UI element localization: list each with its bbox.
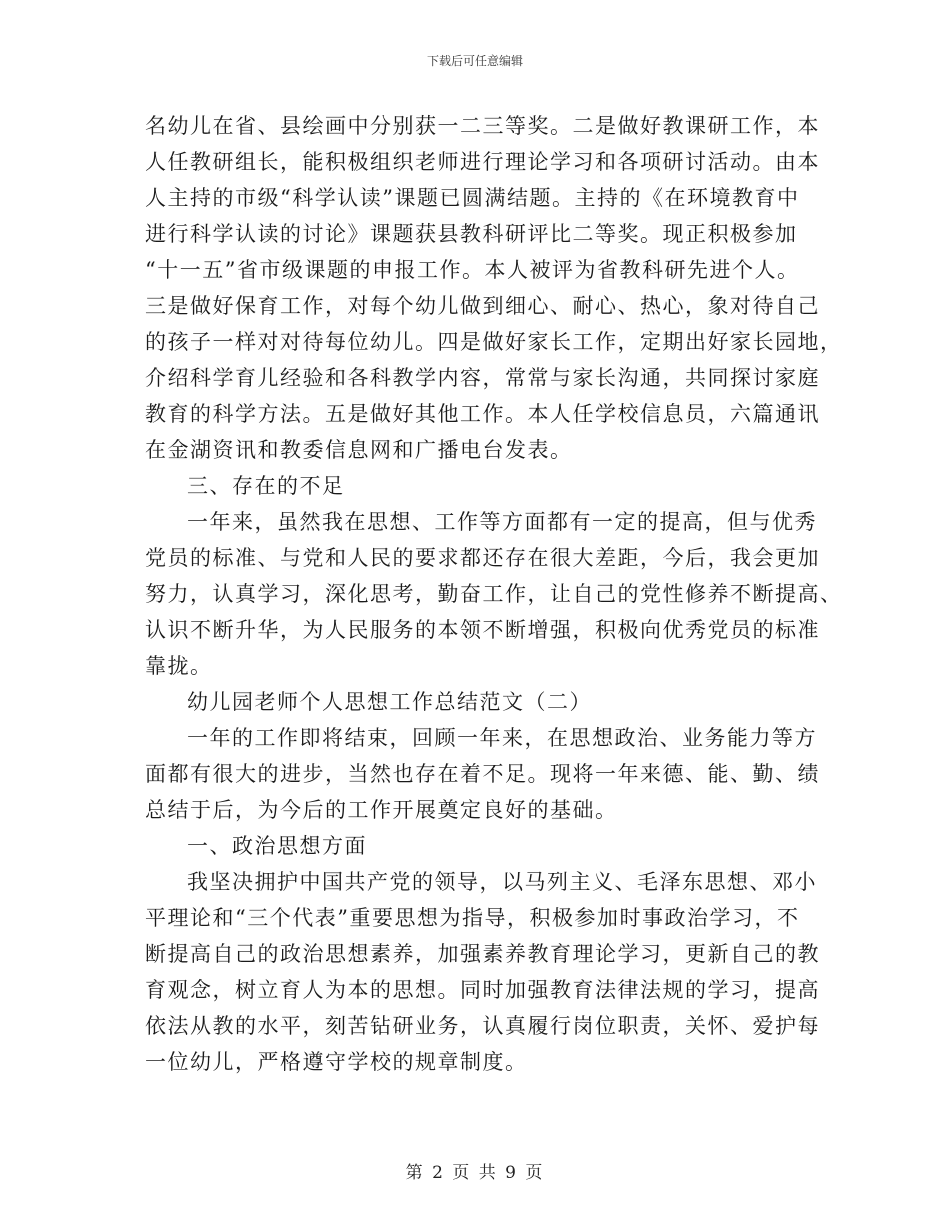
document-body xyxy=(145,108,843,1080)
body-line-13: 党员的标准、与党和人民的要求都还存在很大差距，今后，我会更加 xyxy=(145,546,820,570)
body-line-24: 断提高自己的政治思想素养，加强素养教育理论学习，更新自己的教 xyxy=(145,942,820,966)
body-line-16: 靠拢。 xyxy=(145,654,213,678)
body-line-22: 我坚决拥护中国共产党的领导，以马列主义、毛泽东思想、邓小 xyxy=(187,870,817,894)
body-line-7: 的孩子一样对对待每位幼儿。四是做好家长工作，定期出好家长园地， xyxy=(145,330,843,354)
body-line-14: 努力，认真学习，深化思考，勤奋工作，让自己的党性修养不断提高、 xyxy=(145,582,843,606)
section-heading-political: 一、政治思想方面 xyxy=(187,834,367,858)
body-line-5: “十一五”省市级课题的申报工作。本人被评为省教科研先进个人。 xyxy=(145,258,800,282)
page-header-note: 下载后可任意编辑 xyxy=(426,54,523,68)
body-line-6: 三是做好保育工作，对每个幼儿做到细心、耐心、热心，象对待自己 xyxy=(145,294,820,318)
body-line-23: 平理论和“三个代表”重要思想为指导，积极参加时事政治学习，不 xyxy=(145,906,800,930)
section-heading-shortcomings: 三、存在的不足 xyxy=(187,474,345,498)
body-line-20: 总结于后，为今后的工作开展奠定良好的基础。 xyxy=(145,798,618,822)
body-line-19: 面都有很大的进步，当然也存在着不足。现将一年来德、能、勤、绩 xyxy=(145,762,820,786)
body-line-1: 名幼儿在省、县绘画中分别获一二三等奖。二是做好教课研工作，本 xyxy=(145,114,820,138)
body-line-8: 介绍科学育儿经验和各科教学内容，常常与家长沟通，共同探讨家庭 xyxy=(145,366,820,390)
body-line-10: 在金湖资讯和教委信息网和广播电台发表。 xyxy=(145,438,573,462)
body-line-12: 一年来，虽然我在思想、工作等方面都有一定的提高，但与优秀 xyxy=(187,510,817,534)
article-title-two: 幼儿园老师个人思想工作总结范文（二） xyxy=(187,690,592,714)
body-line-4: 进行科学认读的讨论》课题获县教科研评比二等奖。现正积极参加 xyxy=(145,222,798,246)
body-line-2: 人任教研组长，能积极组织老师进行理论学习和各项研讨活动。由本 xyxy=(145,150,820,174)
body-line-25: 育观念，树立育人为本的思想。同时加强教育法律法规的学习，提高 xyxy=(145,978,820,1002)
body-line-18: 一年的工作即将结束，回顾一年来，在思想政治、业务能力等方 xyxy=(187,726,817,750)
body-line-15: 认识不断升华，为人民服务的本领不断增强，积极向优秀党员的标准 xyxy=(145,618,820,642)
body-line-3: 人主持的市级“科学认读”课题已圆满结题。主持的《在环境教育中 xyxy=(145,186,800,210)
page-number-footer: 第 2 页 共 9 页 xyxy=(405,1163,545,1183)
body-line-9: 教育的科学方法。五是做好其他工作。本人任学校信息员，六篇通讯 xyxy=(145,402,820,426)
body-line-26: 依法从教的水平，刻苦钻研业务，认真履行岗位职责，关怀、爱护每 xyxy=(145,1014,820,1038)
body-line-27: 一位幼儿，严格遵守学校的规章制度。 xyxy=(145,1050,528,1074)
